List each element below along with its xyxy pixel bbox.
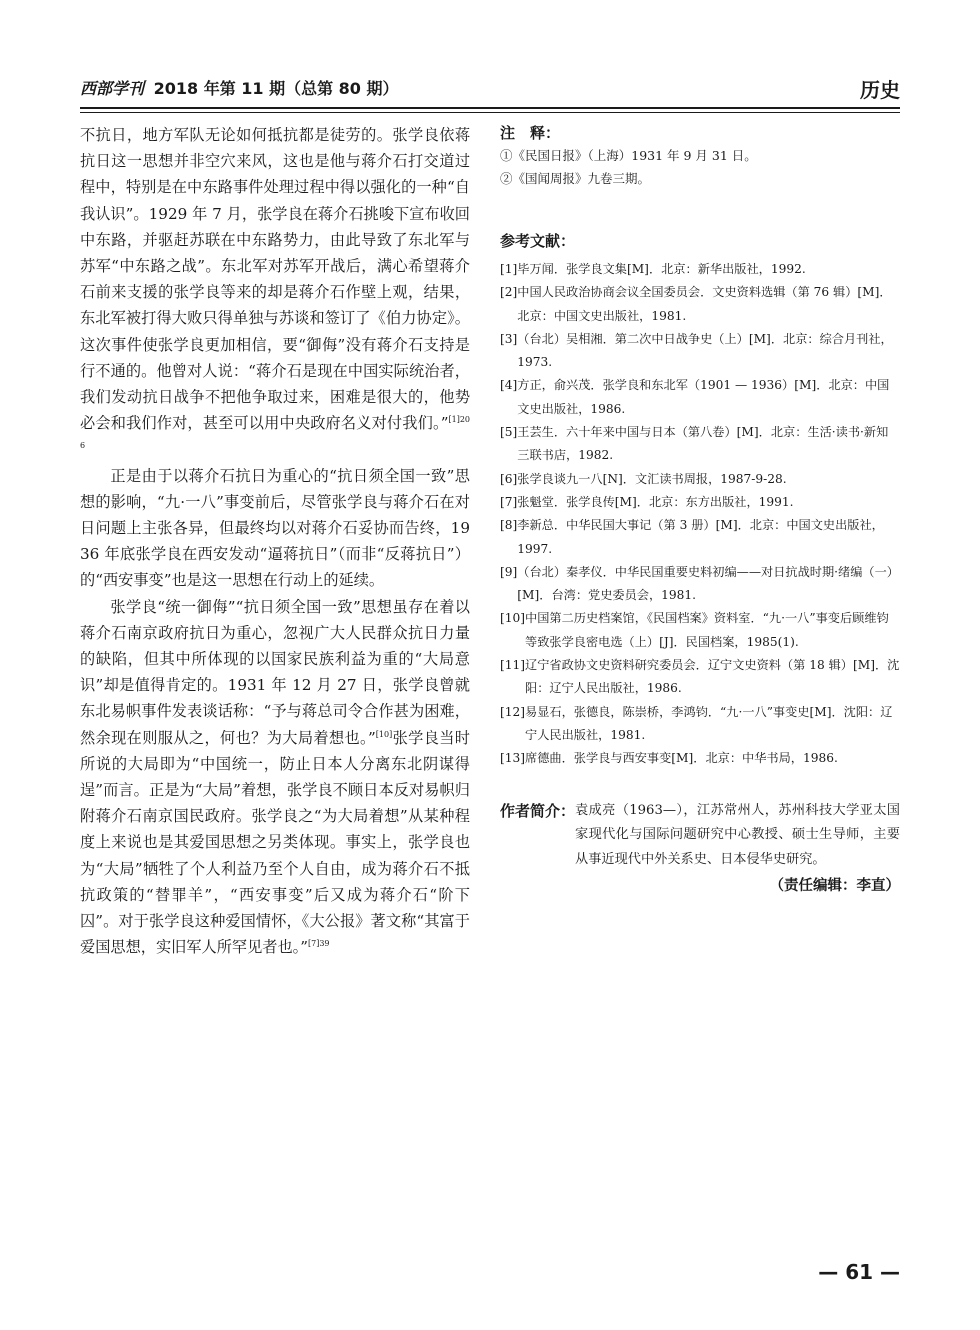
reference-item <box>500 421 900 468</box>
reference-item <box>500 258 900 281</box>
reference-number: [8] <box>500 518 518 533</box>
author-bio-text: 袁成亮（1963—），江苏常州人，苏州科技大学亚太国家现代化与国际问题研究中心教授、硕士生导师，主要从事近现代中外关系史、日本侵华史研究。 <box>575 802 900 867</box>
page-number: — 61 — <box>818 1260 900 1284</box>
issue-info: 2018 年第 11 期（总第 80 期） <box>153 79 399 98</box>
reference-text: 方正，俞兴茂．张学良和东北军（1901 — 1936）[M]．北京：中国文史出版社，1986. <box>517 378 890 416</box>
reference-item <box>500 561 900 608</box>
reference-text: 张魁堂．张学良传[M]．北京：东方出版社，1991. <box>517 494 794 509</box>
reference-number: [4] <box>500 378 518 393</box>
reference-item <box>500 654 900 701</box>
reference-text: 中国人民政治协商会议全国委员会．文史资料选辑（第 76 辑）[M]．北京：中国文史出版社，1981. <box>517 285 892 323</box>
reference-number: [6] <box>500 471 518 486</box>
reference-text: 中国第二历史档案馆，《民国档案》资料室．“九·一八”事变后顾维钧等致张学良密电选（上）[J]．民国档案，1985(1). <box>525 611 889 649</box>
header-rule-thin <box>80 112 900 113</box>
reference-number: [1] <box>500 262 518 276</box>
reference-item <box>500 491 900 514</box>
reference-item <box>500 747 900 770</box>
citation: [1]206 <box>80 415 470 451</box>
reference-item <box>500 514 900 561</box>
paragraph-3: 张学良“统一御侮”“抗日须全国一致”思想虽存在着以蒋介石南京政府抗日为重心，忽视广大人民群众抗日力量的缺陷，但其中所体现的以国家民族利益为重的“大局意识”却是值得肯定的。1931 年 12 月 27 日，张学良曾就东北易帜事件发表谈话称：“予与蒋总司令合作甚为困难，然余现在则服从之，何也？为大局着想也。”[10]张学良当时所说的大局即为“中国统一，防止日本人分离东北阴谋得逞”而言。正是为“大局”着想，张学良不顾日本反对易帜归附蒋介石南京国民政府。张学良之“为大局着想”从某种程度上来说也是其爱国思想之另类体现。事实上，张学良也为“大局”牺牲了个人利益乃至个人自由，成为蒋介石不抵抗政策的“替罪羊”，“西安事变”后又成为蒋介石“阶下囚”。对于张学良这种爱国情怀，《大公报》著文称“其富于爱国思想，实旧军人所罕见者也。”$^{[7]39}$ <box>80 597 470 957</box>
reference-number: [12] <box>500 704 526 719</box>
responsible-editor: （责任编辑：李直） <box>769 878 900 895</box>
journal-info <box>80 76 399 99</box>
reference-text: （台北）吴相湘．第二次中日战争史（上）[M]．北京：综合月刊社，1973. <box>517 331 893 370</box>
paragraph-2: 正是由于以蒋介石抗日为重心的“抗日须全国一致”思想的影响，“九·一八”事变前后，尽管张学良与蒋介石在对日问题上主张各异，但最终均以对蒋介石妥协而告终，1936 年底张学良在西安发动“逼蒋抗日”（而非“反蒋抗日”）的“西安事变”也是这一思想在行动上的延续。 <box>80 466 470 590</box>
reference-number: [7] <box>500 494 518 509</box>
reference-text: 辽宁省政协文史资料研究委员会．辽宁文史资料（第 18 辑）[M]．沈阳：辽宁人民出版社，1986. <box>525 658 900 696</box>
note-item: ②《国闻周报》九卷三期。 <box>500 171 651 186</box>
notes-references-column <box>500 122 900 895</box>
reference-text: 张学良谈九一八[N]．文汇读书周报，1987-9-28. <box>517 471 787 486</box>
reference-number: [3] <box>500 331 518 346</box>
journal-name: 西部学刊 <box>80 79 145 98</box>
reference-item <box>500 607 900 654</box>
citation: [7]39 <box>307 939 330 949</box>
running-header <box>80 72 900 102</box>
reference-item <box>500 468 900 491</box>
reference-item <box>500 328 900 375</box>
reference-number: [9] <box>500 564 518 579</box>
references-title: 参考文献： <box>500 232 576 250</box>
reference-list <box>500 258 900 771</box>
reference-number: [13] <box>500 751 526 766</box>
section-name: 历史 <box>860 78 900 102</box>
author-bio <box>500 799 900 873</box>
reference-text: 李新总．中华民国大事记（第 3 册）[M]．北京：中国文史出版社，1997. <box>517 518 884 556</box>
reference-number: [10] <box>500 611 526 626</box>
reference-item <box>500 374 900 421</box>
notes-title: 注 释： <box>500 124 561 142</box>
author-bio-label: 作者简介： <box>500 801 576 820</box>
reference-number: [11] <box>500 658 526 673</box>
reference-item <box>500 281 900 328</box>
reference-text: 席德曲．张学良与西安事变[M]．北京：中华书局，1986. <box>525 751 838 766</box>
note-item: ①《民国日报》（上海）1931 年 9 月 31 日。 <box>500 148 757 163</box>
paragraph-1: 不抗日，地方军队无论如何抵抗都是徒劳的。张学良依蒋抗日这一思想并非空穴来风，这也是他与蒋介石打交道过程中，特别是在中东路事件处理过程中得以强化的一种“自我认识”。1929 年 7 月，张学良在蒋介石挑唆下宣布收回中东路，并驱赶苏联在中东路势力，由此导致了东北军与苏军“中东路之战”。东北军对苏军开战后，满心希望蒋介石前来支援的张学良等来的却是蒋介石作壁上观，结果，东北军被打得大败只得单独与苏谈和签订了《伯力协定》。这次事件使张学良更加相信，要“御侮”没有蒋介石支持是行不通的。他曾对人说：“蒋介石是现在中国实际统治者，我们发动抗日战争不把他争取过来，困难是很大的，他势必会和我们作对，甚至可以用中央政府名义对付我们。”$^{[1]206}$ <box>80 126 470 451</box>
reference-text: （台北）秦孝仪．中华民国重要史料初编——对日抗战时期·绪编（一）[M]．台湾：党史委员会，1981. <box>517 564 899 603</box>
reference-number: [2] <box>500 285 518 300</box>
reference-number: [5] <box>500 425 518 440</box>
reference-text: 易显石，张德良，陈崇桥，李鸿钧．“九·一八”事变史[M]．沈阳：辽宁人民出版社，1981. <box>525 704 893 742</box>
header-rule <box>80 107 900 109</box>
reference-text: 王芸生．六十年来中国与日本（第八卷）[M]．北京：生活·读书·新知三联书店，1982. <box>517 425 889 463</box>
reference-text: 毕万闻．张学良文集[M]．北京：新华出版社，1992. <box>517 262 806 276</box>
body-text-column <box>80 122 470 961</box>
citation: [10] <box>375 729 393 739</box>
reference-item <box>500 701 900 748</box>
